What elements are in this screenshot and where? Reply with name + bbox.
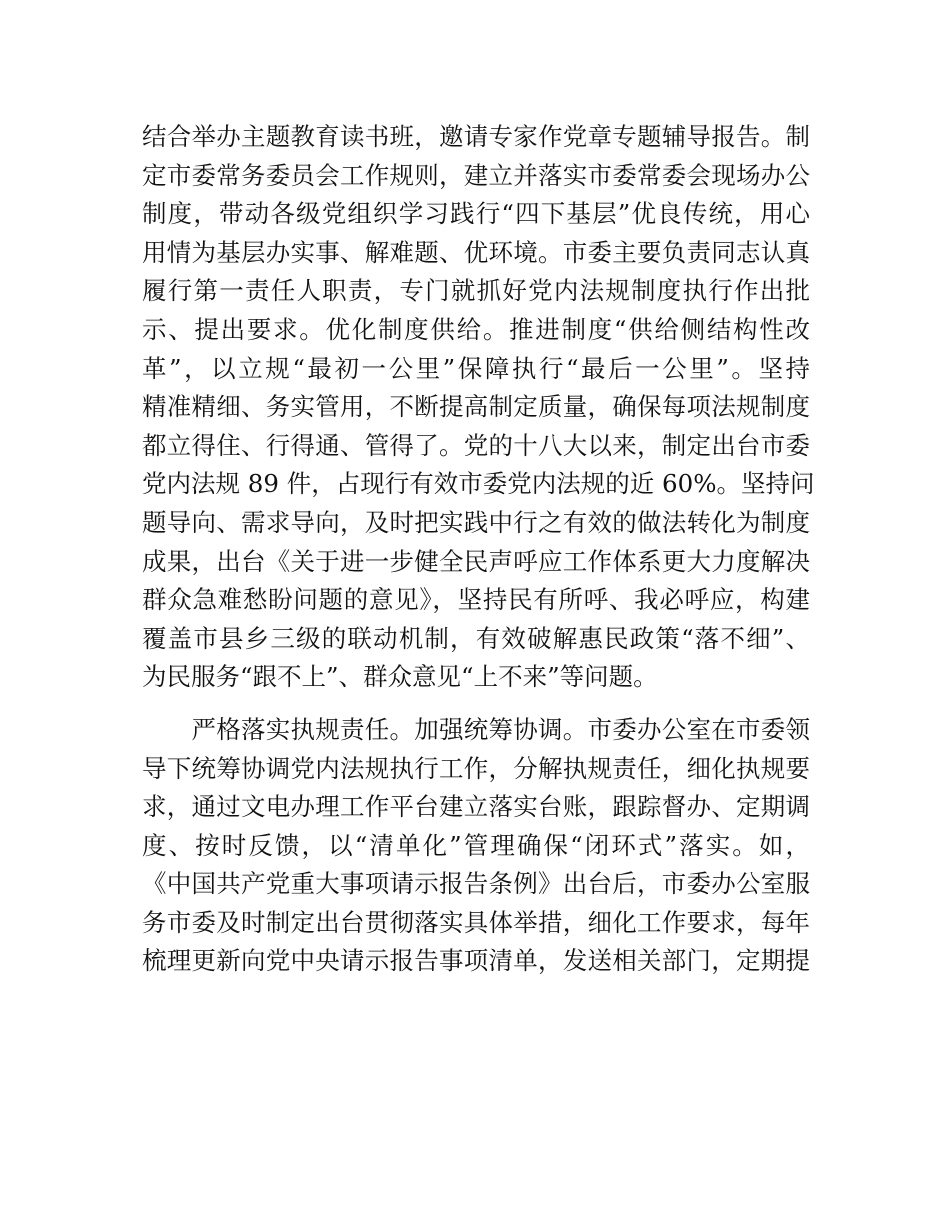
text-line: 《中国共产党重大事项请示报告条例》出台后，市委办公室服 bbox=[142, 869, 810, 899]
text-line: 严格落实执规责任。加强统筹协调。市委办公室在市委领 bbox=[142, 714, 810, 744]
paragraph-2 bbox=[142, 711, 810, 981]
text-line: 革”，以立规“最初一公里”保障执行“最后一公里”。坚持 bbox=[142, 353, 810, 383]
text-line: 制度，带动各级党组织学习践行“四下基层”优良传统，用心 bbox=[142, 199, 810, 229]
text-line: 为民服务“跟不上”、群众意见“上不来”等问题。 bbox=[142, 662, 658, 692]
text-line: 导下统筹协调党内法规执行工作，分解执规责任，细化执规要 bbox=[142, 753, 810, 783]
paragraph-1 bbox=[142, 118, 815, 697]
text-line: 党内法规 89 件，占现行有效市委党内法规的近 60%。坚持问 bbox=[142, 469, 815, 499]
document-body bbox=[142, 118, 815, 981]
text-line: 务市委及时制定出台贯彻落实具体举措，细化工作要求，每年 bbox=[142, 907, 810, 937]
text-line: 求，通过文电办理工作平台建立落实台账，跟踪督办、定期调 bbox=[142, 792, 810, 822]
paragraph-spacing bbox=[142, 697, 810, 711]
text-line: 梳理更新向党中央请示报告事项清单，发送相关部门，定期提 bbox=[142, 946, 810, 976]
text-line: 履行第一责任人职责，专门就抓好党内法规制度执行作出批 bbox=[142, 276, 810, 306]
text-line: 精准精细、务实管用，不断提高制定质量，确保每项法规制度 bbox=[142, 392, 810, 422]
text-line: 成果，出台《关于进一步健全民声呼应工作体系更大力度解决 bbox=[142, 546, 810, 576]
text-line: 结合举办主题教育读书班，邀请专家作党章专题辅导报告。制 bbox=[142, 122, 810, 151]
text-line: 示、提出要求。优化制度供给。推进制度“供给侧结构性改 bbox=[142, 314, 810, 344]
text-line: 群众急难愁盼问题的意见》，坚持民有所呼、我必呼应，构建 bbox=[142, 585, 810, 615]
text-line: 定市委常务委员会工作规则，建立并落实市委常委会现场办公 bbox=[142, 160, 810, 190]
text-line: 用情为基层办实事、解难题、优环境。市委主要负责同志认真 bbox=[142, 237, 810, 267]
text-line: 题导向、需求导向，及时把实践中行之有效的做法转化为制度 bbox=[142, 507, 810, 537]
text-line: 度、按时反馈，以“清单化”管理确保“闭环式”落实。如， bbox=[142, 830, 810, 860]
text-line: 都立得住、行得通、管得了。党的十八大以来，制定出台市委 bbox=[142, 430, 810, 460]
text-line: 覆盖市县乡三级的联动机制，有效破解惠民政策“落不细”、 bbox=[142, 623, 810, 653]
